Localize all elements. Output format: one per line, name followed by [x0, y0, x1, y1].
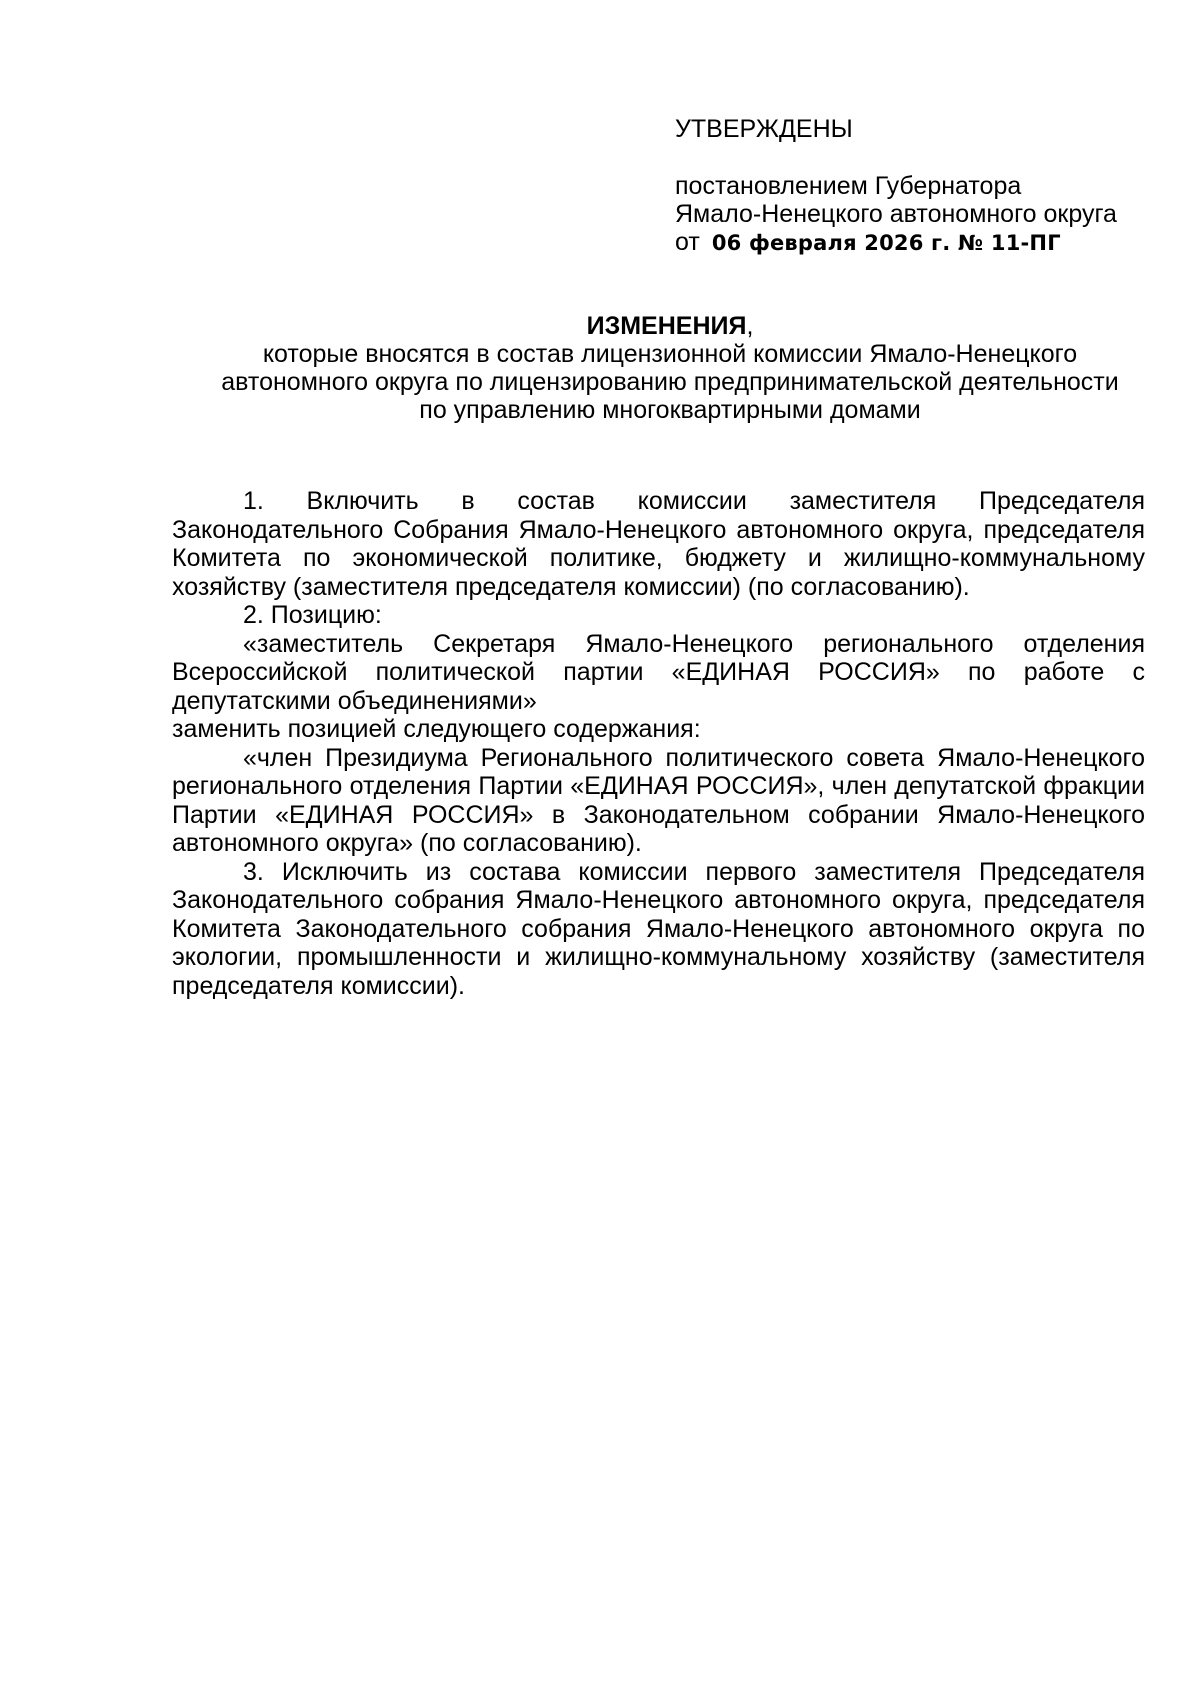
paragraph-new-position: «член Президиума Регионального политического совета Ямало-Ненецкого регионального отделения Партии «ЕДИНАЯ РОССИЯ», член депутатской фракции Партии «ЕДИНАЯ РОССИЯ» в Законодательном собрании Ямало-Ненецкого автономного округа» (по согласованию).: [172, 743, 1145, 857]
document-title-block: [170, 312, 1170, 424]
paragraph-item-1: 1. Включить в состав комиссии заместителя Председателя Законодательного Собрания Ямало-Ненецкого автономного округа, председателя Комитета по экономической политике, бюджету и жилищно-коммунальному хозяйству (заместителя председателя комиссии) (по согласованию).: [172, 487, 1145, 601]
document-title-suffix: ,: [746, 312, 754, 340]
paragraph-replace-text: заменить позицией следующего содержания:: [172, 715, 701, 743]
approval-date-line: [675, 228, 1061, 257]
document-subtitle-line-2: автономного округа по лицензированию предпринимательской деятельности: [221, 368, 1119, 396]
document-subtitle-line-3: по управлению многоквартирными домами: [419, 396, 921, 424]
approval-region-line: Ямало-Ненецкого автономного округа: [675, 200, 1117, 228]
document-title: [170, 312, 1170, 340]
approval-decree-line: постановлением Губернатора: [675, 172, 1022, 200]
paragraph-item-2: 2. Позицию:: [243, 601, 382, 629]
document-title-main: ИЗМЕНЕНИЯ: [586, 312, 747, 340]
document-subtitle-line-1: которые вносятся в состав лицензионной комиссии Ямало-Ненецкого: [262, 340, 1078, 368]
paragraph-item-3: 3. Исключить из состава комиссии первого заместителя Председателя Законодательного собрания Ямало-Ненецкого автономного округа, председателя Комитета Законодательного собрания Ямало-Ненецкого автономного округа по экологии, промышленности и жилищно-коммунальному хозяйству (заместителя председателя комиссии).: [172, 857, 1145, 1000]
paragraph-old-position: «заместитель Секретаря Ямало-Ненецкого регионального отделения Всероссийской политической партии «ЕДИНАЯ РОССИЯ» по работе с депутатскими объединениями»: [172, 629, 1145, 715]
document-body: [172, 487, 1145, 1000]
decree-date-number: 06 февраля 2026 г. № 11-ПГ: [711, 231, 1061, 255]
approved-heading: УТВЕРЖДЕНЫ: [675, 115, 853, 143]
date-prefix: от: [675, 228, 700, 256]
